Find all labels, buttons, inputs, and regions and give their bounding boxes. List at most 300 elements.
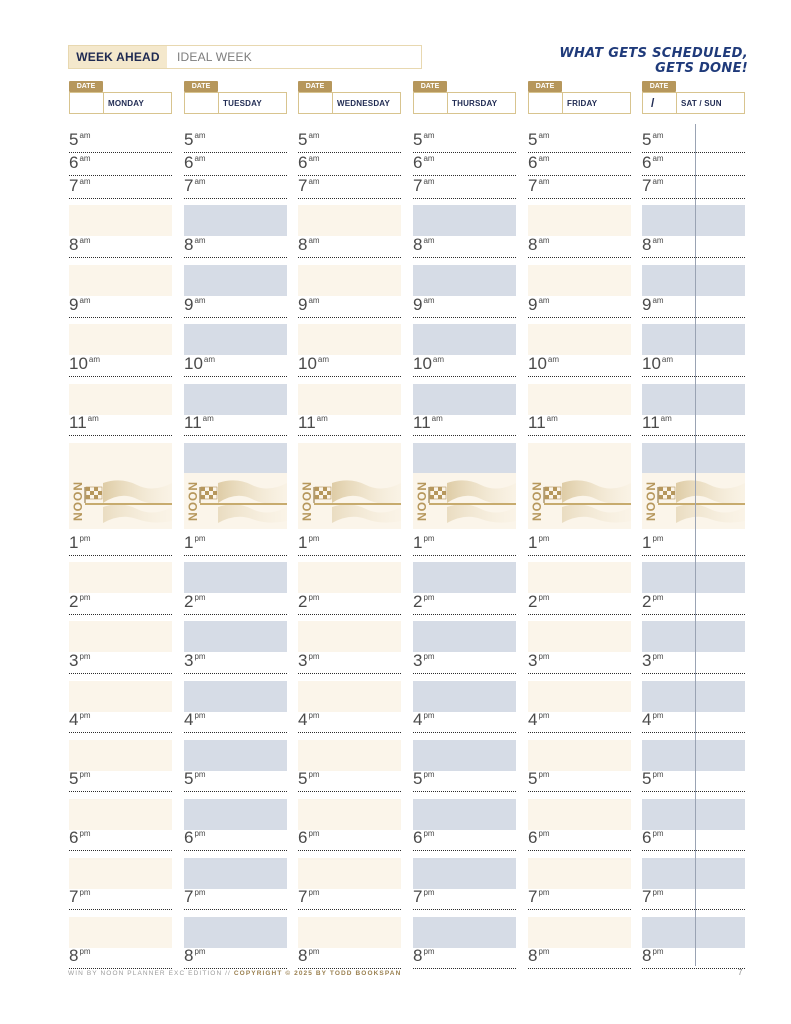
hour-number: 11: [69, 413, 87, 432]
time-slot[interactable]: [413, 265, 516, 296]
week-type-field[interactable]: IDEAL WEEK: [177, 50, 252, 64]
hour-suffix: pm: [538, 534, 550, 543]
hour-label: [642, 154, 664, 171]
hour-number: 8: [184, 235, 194, 254]
hour-label: [69, 154, 91, 171]
time-slot[interactable]: [413, 799, 516, 830]
date-tag: DATE: [642, 81, 676, 92]
noon-marker: [298, 473, 401, 529]
time-slot[interactable]: [298, 265, 401, 296]
dotted-rule: [184, 673, 287, 674]
time-slot[interactable]: [528, 265, 631, 296]
hour-label: [69, 770, 91, 787]
hour-label: [69, 414, 99, 431]
time-slot[interactable]: [298, 740, 401, 771]
date-input-field[interactable]: [642, 92, 745, 114]
hour-suffix: am: [79, 154, 91, 163]
hour-label: [69, 355, 100, 372]
hour-number: 8: [528, 235, 538, 254]
time-slot[interactable]: [642, 265, 745, 296]
time-slot[interactable]: [184, 681, 287, 712]
hour-suffix: pm: [652, 829, 664, 838]
day-label: FRIDAY: [567, 98, 598, 108]
noon-label: NOON: [186, 481, 200, 521]
hour-suffix: pm: [79, 711, 91, 720]
dotted-rule: [413, 317, 516, 318]
noon-label: NOON: [530, 481, 544, 521]
hour-suffix: am: [308, 296, 320, 305]
hour-number: 7: [298, 887, 308, 906]
noon-marker: [413, 473, 516, 529]
hour-number: 5: [642, 130, 652, 149]
time-slot[interactable]: [413, 205, 516, 236]
hour-number: 4: [528, 710, 538, 729]
dotted-rule: [298, 175, 401, 176]
hour-number: 6: [298, 153, 308, 172]
hour-label: [528, 154, 550, 171]
hour-suffix: am: [194, 131, 206, 140]
time-slot[interactable]: [528, 562, 631, 593]
dotted-rule: [69, 968, 172, 969]
time-slot[interactable]: [298, 858, 401, 889]
hour-suffix: pm: [423, 947, 435, 956]
hour-label: [528, 131, 550, 148]
time-slot[interactable]: [413, 621, 516, 652]
footer-edition: WIN BY NOON PLANNER EXC EDITION //: [68, 970, 231, 977]
hour-label: [298, 236, 320, 253]
hour-label: [413, 652, 435, 669]
footer: [68, 970, 401, 977]
noon-marker: [69, 473, 172, 529]
time-slot[interactable]: [413, 384, 516, 415]
hour-number: 8: [413, 235, 423, 254]
dotted-rule: [298, 909, 401, 910]
hour-suffix: pm: [79, 947, 91, 956]
time-slot[interactable]: [69, 384, 172, 415]
hour-suffix: am: [423, 296, 435, 305]
hour-suffix: pm: [652, 534, 664, 543]
hour-label: [413, 770, 435, 787]
hour-number: 5: [298, 769, 308, 788]
hour-label: [184, 355, 215, 372]
dotted-rule: [413, 376, 516, 377]
hour-label: [298, 131, 320, 148]
hour-label: [413, 177, 435, 194]
hour-number: 5: [184, 769, 194, 788]
hour-suffix: am: [546, 414, 558, 423]
checkered-flag-icon: [427, 485, 449, 508]
hour-label: [528, 593, 550, 610]
date-box-2[interactable]: [184, 81, 287, 115]
time-slot[interactable]: [184, 740, 287, 771]
dotted-rule: [413, 968, 516, 969]
hour-label: [184, 829, 206, 846]
hour-suffix: pm: [423, 888, 435, 897]
dotted-rule: [413, 850, 516, 851]
hour-number: 9: [184, 295, 194, 314]
hour-suffix: pm: [538, 711, 550, 720]
date-tag: DATE: [184, 81, 218, 92]
time-slot[interactable]: [69, 858, 172, 889]
hour-number: 10: [184, 354, 203, 373]
time-slot[interactable]: [184, 562, 287, 593]
time-slot[interactable]: [413, 443, 516, 474]
hour-label: [413, 355, 444, 372]
hour-number: 7: [413, 176, 423, 195]
hour-number: 5: [642, 769, 652, 788]
time-slot[interactable]: [642, 740, 745, 771]
hour-label: [642, 131, 664, 148]
dotted-rule: [69, 850, 172, 851]
hour-suffix: am: [652, 236, 664, 245]
hour-suffix: pm: [652, 947, 664, 956]
hour-label: [413, 131, 435, 148]
date-divider: [218, 93, 219, 113]
hour-label: [69, 888, 91, 905]
hour-label: [642, 236, 664, 253]
time-slot[interactable]: [184, 443, 287, 474]
hour-number: 7: [413, 887, 423, 906]
checkered-flag-icon: [312, 485, 334, 508]
time-slot[interactable]: [184, 324, 287, 355]
hour-suffix: am: [652, 296, 664, 305]
time-slot[interactable]: [184, 799, 287, 830]
hour-number: 8: [642, 235, 652, 254]
hour-suffix: am: [538, 154, 550, 163]
time-slot[interactable]: [413, 562, 516, 593]
footer-copyright: COPYRIGHT © 2025 BY TODD BOOKSPAN: [233, 970, 402, 977]
hour-label: [184, 947, 206, 964]
time-slot[interactable]: [298, 384, 401, 415]
hour-label: [642, 593, 664, 610]
hour-label: [298, 947, 320, 964]
dotted-rule: [69, 435, 172, 436]
dotted-rule: [642, 673, 745, 674]
hour-suffix: am: [79, 131, 91, 140]
time-slot[interactable]: [69, 324, 172, 355]
dotted-rule: [69, 555, 172, 556]
checkered-flag-icon: [542, 485, 564, 508]
time-slot[interactable]: [69, 917, 172, 948]
checkered-flag-icon: [656, 485, 678, 508]
hour-label: [184, 534, 206, 551]
hour-number: 7: [69, 176, 79, 195]
dotted-rule: [413, 257, 516, 258]
dotted-rule: [642, 968, 745, 969]
hour-label: [184, 154, 206, 171]
noon-label: NOON: [415, 481, 429, 521]
hour-label: [184, 888, 206, 905]
dotted-rule: [413, 435, 516, 436]
hour-suffix: am: [203, 355, 216, 364]
hour-suffix: pm: [308, 711, 320, 720]
hour-label: [642, 414, 672, 431]
time-slot[interactable]: [528, 443, 631, 474]
date-input-field[interactable]: [184, 92, 287, 114]
hour-number: 2: [528, 592, 538, 611]
time-slot[interactable]: [184, 858, 287, 889]
hour-number: 2: [184, 592, 194, 611]
hour-label: [184, 652, 206, 669]
hour-number: 9: [69, 295, 79, 314]
hour-label: [528, 829, 550, 846]
hour-label: [298, 829, 320, 846]
hour-number: 10: [298, 354, 317, 373]
hour-suffix: am: [652, 154, 664, 163]
hour-label: [298, 593, 320, 610]
dotted-rule: [642, 175, 745, 176]
hour-suffix: am: [79, 177, 91, 186]
hour-number: 10: [642, 354, 661, 373]
hour-number: 7: [184, 176, 194, 195]
hour-suffix: am: [423, 154, 435, 163]
hour-suffix: am: [317, 355, 330, 364]
dotted-rule: [528, 317, 631, 318]
time-slot[interactable]: [413, 858, 516, 889]
date-box-5[interactable]: [528, 81, 631, 115]
hour-suffix: pm: [308, 888, 320, 897]
dotted-rule: [413, 198, 516, 199]
dotted-rule: [184, 850, 287, 851]
time-slot[interactable]: [528, 858, 631, 889]
hour-label: [184, 131, 206, 148]
hour-suffix: pm: [538, 829, 550, 838]
time-slot[interactable]: [528, 799, 631, 830]
hour-label: [298, 770, 320, 787]
hour-number: 2: [642, 592, 652, 611]
hour-label: [69, 236, 91, 253]
time-slot[interactable]: [528, 205, 631, 236]
dotted-rule: [298, 198, 401, 199]
time-slot[interactable]: [642, 562, 745, 593]
hour-label: [528, 534, 550, 551]
hour-label: [184, 711, 206, 728]
checkered-flag-icon: [198, 485, 220, 508]
dotted-rule: [298, 152, 401, 153]
dotted-rule: [642, 732, 745, 733]
time-slot[interactable]: [642, 384, 745, 415]
time-slot[interactable]: [642, 681, 745, 712]
hour-number: 6: [642, 153, 652, 172]
hour-suffix: pm: [423, 770, 435, 779]
hour-number: 4: [184, 710, 194, 729]
hour-number: 8: [69, 235, 79, 254]
dotted-rule: [69, 152, 172, 153]
time-slot[interactable]: [69, 205, 172, 236]
time-slot[interactable]: [69, 621, 172, 652]
hour-number: 7: [528, 887, 538, 906]
date-box-6[interactable]: [642, 81, 745, 115]
hour-label: [298, 652, 320, 669]
dotted-rule: [184, 614, 287, 615]
hour-label: [528, 177, 550, 194]
time-slot[interactable]: [69, 799, 172, 830]
dotted-rule: [298, 257, 401, 258]
date-tag: DATE: [413, 81, 447, 92]
dotted-rule: [298, 317, 401, 318]
dotted-rule: [69, 175, 172, 176]
time-slot[interactable]: [528, 740, 631, 771]
time-slot[interactable]: [298, 799, 401, 830]
hour-number: 7: [528, 176, 538, 195]
time-slot[interactable]: [298, 205, 401, 236]
hour-suffix: pm: [79, 534, 91, 543]
hour-suffix: pm: [308, 829, 320, 838]
hour-label: [69, 652, 91, 669]
date-slash: /: [651, 96, 655, 110]
time-slot[interactable]: [528, 681, 631, 712]
hour-label: [298, 177, 320, 194]
hour-label: [642, 711, 664, 728]
hour-suffix: pm: [308, 534, 320, 543]
time-slot[interactable]: [298, 917, 401, 948]
dotted-rule: [528, 850, 631, 851]
dotted-rule: [528, 555, 631, 556]
time-slot[interactable]: [298, 681, 401, 712]
time-slot[interactable]: [642, 443, 745, 474]
day-label: SAT / SUN: [681, 98, 722, 108]
hour-label: [298, 534, 320, 551]
hour-label: [69, 593, 91, 610]
hour-suffix: pm: [423, 534, 435, 543]
time-slot[interactable]: [298, 621, 401, 652]
day-label: MONDAY: [108, 98, 145, 108]
time-slot[interactable]: [184, 917, 287, 948]
date-box-4[interactable]: [413, 81, 516, 115]
hour-label: [298, 355, 329, 372]
hour-suffix: pm: [194, 947, 206, 956]
date-box-3[interactable]: [298, 81, 401, 115]
time-slot[interactable]: [184, 265, 287, 296]
hour-number: 6: [69, 153, 79, 172]
time-slot[interactable]: [528, 384, 631, 415]
hour-suffix: pm: [538, 593, 550, 602]
hour-label: [184, 296, 206, 313]
hour-number: 1: [298, 533, 308, 552]
hour-label: [69, 177, 91, 194]
hour-suffix: am: [87, 414, 99, 423]
dotted-rule: [184, 317, 287, 318]
hour-suffix: am: [652, 177, 664, 186]
dotted-rule: [184, 909, 287, 910]
dotted-rule: [642, 614, 745, 615]
hour-label: [642, 296, 664, 313]
dotted-rule: [298, 732, 401, 733]
time-slot[interactable]: [298, 562, 401, 593]
hour-label: [184, 593, 206, 610]
dotted-rule: [642, 317, 745, 318]
time-slot[interactable]: [184, 384, 287, 415]
time-slot[interactable]: [642, 324, 745, 355]
hour-number: 6: [528, 828, 538, 847]
dotted-rule: [413, 614, 516, 615]
date-input-field[interactable]: [69, 92, 172, 114]
time-slot[interactable]: [528, 621, 631, 652]
time-slot[interactable]: [642, 917, 745, 948]
hour-label: [528, 770, 550, 787]
dotted-rule: [69, 376, 172, 377]
hour-label: [184, 177, 206, 194]
hour-number: 3: [184, 651, 194, 670]
hour-number: 4: [642, 710, 652, 729]
time-slot[interactable]: [413, 681, 516, 712]
time-slot[interactable]: [528, 324, 631, 355]
hour-number: 9: [298, 295, 308, 314]
time-slot[interactable]: [298, 324, 401, 355]
time-slot[interactable]: [413, 917, 516, 948]
hour-label: [413, 711, 435, 728]
hour-number: 9: [413, 295, 423, 314]
dotted-rule: [298, 435, 401, 436]
time-slot[interactable]: [69, 740, 172, 771]
dotted-rule: [298, 555, 401, 556]
date-input-field[interactable]: [413, 92, 516, 114]
dotted-rule: [528, 968, 631, 969]
time-slot[interactable]: [298, 443, 401, 474]
hour-label: [528, 652, 550, 669]
hour-label: [413, 534, 435, 551]
dotted-rule: [69, 673, 172, 674]
hour-suffix: am: [194, 296, 206, 305]
hour-suffix: pm: [79, 888, 91, 897]
time-slot[interactable]: [69, 265, 172, 296]
hour-number: 6: [69, 828, 79, 847]
hour-label: [298, 296, 320, 313]
dotted-rule: [298, 614, 401, 615]
dotted-rule: [184, 152, 287, 153]
hour-number: 4: [413, 710, 423, 729]
hour-number: 11: [184, 413, 202, 432]
hour-label: [413, 236, 435, 253]
hour-number: 8: [528, 946, 538, 965]
time-slot[interactable]: [413, 740, 516, 771]
dotted-rule: [184, 968, 287, 969]
time-slot[interactable]: [642, 799, 745, 830]
hour-number: 11: [642, 413, 660, 432]
dotted-rule: [642, 555, 745, 556]
time-slot[interactable]: [642, 858, 745, 889]
day-label: THURSDAY: [452, 98, 498, 108]
hour-label: [69, 711, 91, 728]
hour-suffix: am: [316, 414, 328, 423]
hour-suffix: am: [194, 236, 206, 245]
dotted-rule: [413, 791, 516, 792]
date-input-field[interactable]: [528, 92, 631, 114]
hour-suffix: am: [431, 414, 443, 423]
hour-label: [413, 829, 435, 846]
time-slot[interactable]: [642, 621, 745, 652]
time-slot[interactable]: [642, 205, 745, 236]
hour-suffix: pm: [79, 829, 91, 838]
weekend-divider: [695, 124, 696, 966]
time-slot[interactable]: [69, 562, 172, 593]
hour-suffix: am: [79, 236, 91, 245]
time-slot[interactable]: [69, 443, 172, 474]
hour-label: [528, 711, 550, 728]
hour-number: 2: [69, 592, 79, 611]
noon-label: NOON: [300, 481, 314, 521]
time-slot[interactable]: [184, 621, 287, 652]
hour-suffix: pm: [194, 711, 206, 720]
time-slot[interactable]: [528, 917, 631, 948]
time-slot[interactable]: [69, 681, 172, 712]
date-box-1[interactable]: [69, 81, 172, 115]
time-slot[interactable]: [413, 324, 516, 355]
dotted-rule: [298, 968, 401, 969]
date-input-field[interactable]: [298, 92, 401, 114]
hour-suffix: am: [538, 236, 550, 245]
time-slot[interactable]: [184, 205, 287, 236]
